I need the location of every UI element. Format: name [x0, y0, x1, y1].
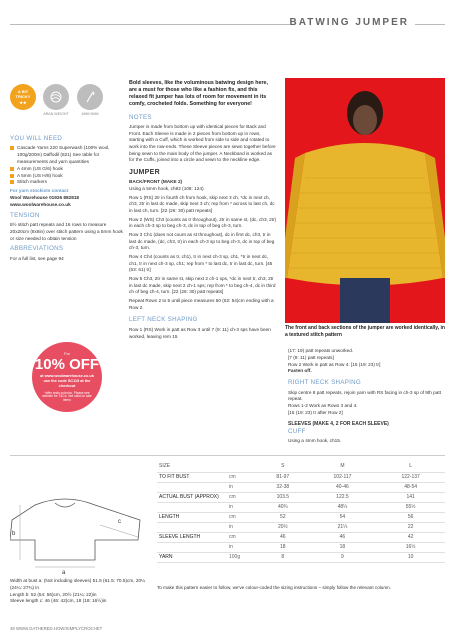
- yarn-weight-wrap: [42, 84, 70, 117]
- diagram-label-b: b: [12, 531, 16, 537]
- badge-stars: ★★: [19, 99, 27, 105]
- instruction-text: Row 5 Ch3, 2tr in same st, skip next 2 ch-1 sps, *dc in next tr, ch3, 2tr in last dc made, skip next 2 ch-1 sps; rep from * to beg ch-4, dc in third ch of beg ch-4, turn. [22 (26: 30) patt repeats]: [129, 276, 276, 295]
- badge-line1: A BIT: [17, 88, 29, 94]
- instruction-text: Row 3 Ch1 (does not count as st throughout), dc in first dc, ch3, tr in last dc made, (dc, ch3, tr) in each ch-3 sp to beg ch-3, dc in top of beg ch-3, turn.: [129, 232, 275, 251]
- right-neck-heading: RIGHT NECK SHAPING: [288, 379, 362, 387]
- title-divider-right: [415, 24, 445, 25]
- promo-terms: *offer ends xx/xx/xx. Please see website for T&Cs. Not valid on sale items: [42, 390, 92, 403]
- left-neck-heading: LEFT NECK SHAPING: [129, 316, 198, 324]
- list-item: A 5mm (US H/8) hook: [10, 173, 125, 180]
- instruction-text: (17: 19) patt repeats unworked.: [288, 348, 354, 353]
- table-row: ACTUAL BUST (APPROX) cm 103.5 122.5 141: [157, 492, 445, 502]
- cuff-text: Using a 4mm hook, ch15.: [288, 438, 342, 444]
- notes-heading: NOTES: [129, 113, 152, 121]
- stockist-line1: For yarn stockists contact: [10, 188, 69, 194]
- diagram-label-a: a: [62, 570, 66, 576]
- bullet-icon: [10, 167, 14, 171]
- page-footer: 48 WWW.GATHERED.HOW/SIMPLYCROCHET: [10, 626, 103, 631]
- table-row: LENGTH cm 52 54 56: [157, 512, 445, 522]
- bullet-icon: [10, 146, 14, 150]
- width-text: Width at bust a: (Not including sleeves) 51.5 (61.5: 70.5)cm, 20¼ (24¼: 27¾) in: [10, 578, 145, 590]
- instruction-text: [15 (19: 23) tr after Row 2]: [288, 410, 343, 416]
- section-divider: [10, 455, 445, 456]
- jumper-heading: JUMPER: [129, 168, 160, 176]
- diagram-label-c: c: [118, 519, 121, 525]
- table-header-cell: [227, 462, 257, 472]
- you-will-need-heading: YOU WILL NEED: [10, 135, 63, 142]
- middle-column: [129, 80, 277, 342]
- bullet-icon: [10, 180, 14, 184]
- notes-text: Jumper is made from bottom up with identical pieces for Back and Front. Each Sleeve is made in 2 pieces from bottom up in rows, starting with a Cuff, which is worked from side to side and rotated to work into the row-ends. These Sleeve pieces are sewn together before being sewn to the main body of the jumper. A Neckband is worked as for the Cuffs, joined into a circle and sewn to the neckline edge.: [129, 123, 276, 163]
- stockist-link[interactable]: www.woolwarehouse.co.uk: [10, 201, 71, 207]
- back-front-heading: BACK/FRONT (MAKE 2): [129, 179, 183, 185]
- title-divider-left: [10, 24, 290, 25]
- model-photo: [285, 78, 445, 323]
- table-header-cell: SIZE: [157, 462, 227, 472]
- instruction-text: Using a 5mm hook, ch92 (108: 124).: [129, 186, 205, 192]
- badge-line2: TRICKY: [15, 94, 31, 100]
- instruction-text: Row 4 Ch4 (counts as tr, ch1), tr in next ch-3 sp, ch1, *tr in next dc, ch1, tr in next ch-3 sp, ch1; rep from * to last dc, tr in last dc, turn. [45 (53: 61) tr]: [129, 254, 273, 273]
- table-row: in 20½ 21¼ 22: [157, 522, 445, 532]
- table-header-cell: M: [309, 462, 377, 472]
- difficulty-badge-wrap: [10, 84, 36, 110]
- table-row: in 32-38 40-46 48-54: [157, 482, 445, 492]
- instruction-text: Row 1 (RS) 2tr in fourth ch from hook, skip next 3 ch, *dc in next ch, ch3, 2tr in last dc made, skip next 3 ch; rep from * across to last ch, dc in last ch, turn. [22 (26: 30) patt repeats]: [129, 194, 275, 214]
- intro-text: Bold sleeves, like the voluminous batwing design here, are a must for those who like a fashion fix, and this relaxed fit jumper has lots of room for movement in its comfy, crocheted folds. Something for everyone!: [129, 80, 268, 108]
- size-table: [157, 462, 445, 563]
- promo-for: For: [64, 352, 70, 356]
- list-item: Stitch markers: [10, 179, 125, 186]
- instruction-text: Row 2 (WS) Ch3 (counts as tr throughout), 2tr in same st, (dc, ch3, 2tr) in each ch-3 sp to beg ch-3, dc in top of beg ch-3, turn.: [129, 216, 277, 229]
- instruction-text: Repeat Rows 2 to 5 until piece measures 50 (52: 54)cm ending with a Row 2.: [129, 298, 274, 310]
- table-header-row: [157, 462, 445, 472]
- table-header-cell: S: [257, 462, 309, 472]
- bullet-icon: [10, 174, 14, 178]
- table-row: SLEEVE LENGTH cm 46 46 42: [157, 532, 445, 542]
- right-neck-text: Skip centre 8 patt repeats, rejoin yarn with RS facing in ch-3 sp of 9th patt repeat.: [288, 389, 441, 402]
- a-bit-tricky-badge: [10, 84, 36, 110]
- stockist-line2: Wool Warehouse 01926 882818: [10, 195, 80, 201]
- fasten-off-text: Fasten off.: [288, 368, 312, 374]
- sleeves-heading: SLEEVES (MAKE 4, 2 FOR EACH SLEEVE): [288, 420, 389, 427]
- list-item: A 4mm (US G/6) hook: [10, 166, 125, 173]
- cuff-heading: CUFF: [288, 428, 306, 436]
- table-row: TO FIT BUST cm 81-97 102-117 122-137: [157, 472, 445, 482]
- list-item: Cascade Yarns 220 Superwash (100% wool, 100g/200m) Daffodil (821) See table for measurements and yarn quantities: [10, 145, 125, 165]
- measurements-text: [10, 578, 150, 605]
- difficulty-badges: [10, 84, 104, 117]
- promo-text: at www.woolwarehouse.co.uk use the code SC115 at the checkout: [40, 374, 94, 389]
- instruction-text: Rows 1-2 Work as Rows 3 and 4.: [288, 403, 358, 409]
- table-row: in 40¾ 48¼ 55½: [157, 502, 445, 512]
- hook-size-label: 4MM 5MM: [81, 112, 99, 116]
- right-column: [288, 348, 444, 445]
- photo-caption: The front and back sections of the jumper are worked identically, in a textured stitch pattern: [285, 325, 445, 338]
- table-row: in 18 18 16½: [157, 542, 445, 552]
- sleeve-length-text: Sleeve length c: 46 (46: 42)cm, 18 (18: 16½)in: [10, 598, 107, 604]
- tension-text: 8½ stitch patt repeats and 16 rows to measure 20x20cm (8x8in) over stitch pattern using a 5mm hook or size needed to obtain tension: [10, 222, 123, 241]
- tension-heading: TENSION: [10, 211, 40, 219]
- garment-diagram: [10, 485, 145, 585]
- yarn-weight-label: ARAN WEIGHT: [43, 112, 69, 116]
- abbreviations-text: For a full list, see page 94: [10, 255, 64, 261]
- discount-promo: [32, 342, 102, 412]
- length-text: Length b: 52 (54: 56)cm, 20½ (21¼: 22)in: [10, 591, 97, 597]
- left-column: [10, 132, 125, 263]
- table-row: YARN 100g 8 9 10: [157, 552, 445, 562]
- instruction-text: [7 (9: 11) patt repeats]: [288, 354, 334, 360]
- left-neck-text: Row 1 (RS) Work in patt as Row 3 until 7 (9: 11) ch-3 sps have been worked, leaving rem 15: [129, 326, 271, 339]
- yarn-weight-icon: [43, 84, 69, 110]
- instruction-text: Row 2 Work in patt as Row 4. [15 (19: 23) tr]: [288, 361, 381, 367]
- abbreviations-heading: ABBREVIATIONS: [10, 245, 64, 253]
- hook-size-wrap: [76, 84, 104, 117]
- hook-size-icon: [77, 84, 103, 110]
- table-header-cell: L: [376, 462, 445, 472]
- promo-discount: 10% OFF: [34, 356, 100, 374]
- page-title: BATWING JUMPER: [289, 17, 409, 28]
- table-note: To make this pattern easier to follow, we've colour-coded the sizing instructions – simply follow the relevant column.: [157, 585, 391, 590]
